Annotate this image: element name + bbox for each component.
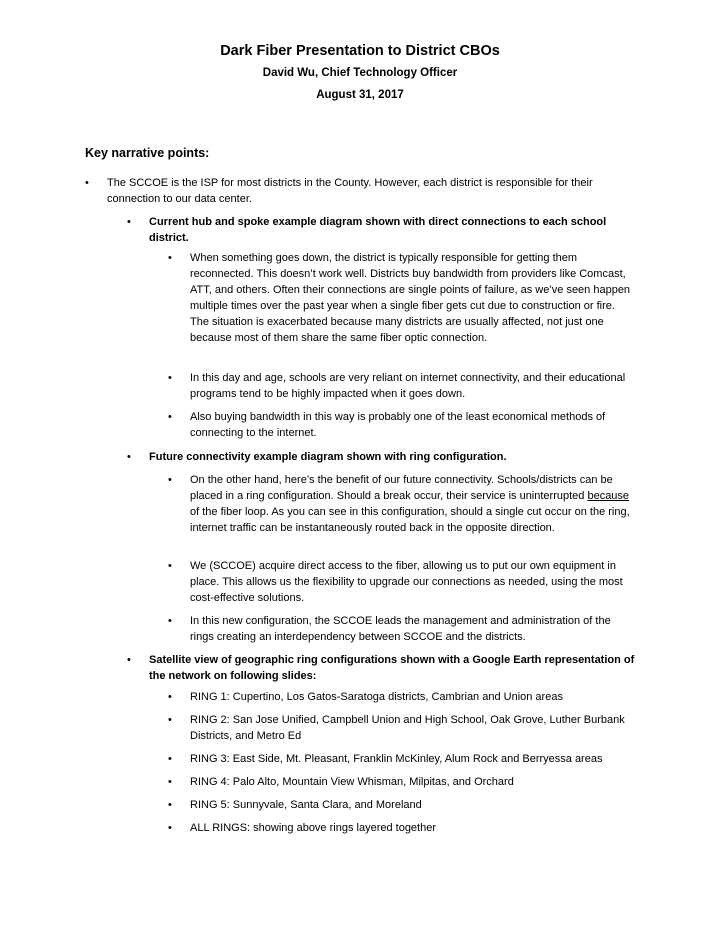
bullet-icon: • (168, 691, 172, 703)
section-1 (127, 214, 627, 246)
bullet-icon: • (127, 216, 131, 228)
all-rings: ALL RINGS: showing above rings layered together (190, 822, 437, 834)
list-item (168, 751, 634, 767)
section-2-title: Future connectivity example diagram shown with ring configuration. (149, 451, 507, 463)
list-item (168, 820, 634, 836)
list-item (168, 797, 634, 813)
section-2-point-1: On the other hand, here’s the benefit of our future connectivity. Schools/districts can be placed in a ring configuration. Should a break occur, their service is uninterrupted because of the fiber loop. As you can see in this configuration, should a single cut occur on the ring, internet traffic can be instantaneously routed back in the opposite direction. (190, 474, 630, 534)
section-2-point-3: In this new configuration, the SCCOE leads the management and administration of the rings creating an interdependency between SCCOE and the districts. (190, 615, 611, 643)
section-2-point-2: We (SCCOE) acquire direct access to the fiber, allowing us to put our own equipment in place. This allows us the flexibility to upgrade our connections as needed, using the most cost-effective solutions. (190, 560, 623, 604)
bullet-icon: • (168, 560, 172, 572)
list-item (168, 712, 634, 744)
document-author: David Wu, Chief Technology Officer (262, 67, 458, 79)
list-item (168, 689, 634, 705)
bullet-icon: • (168, 372, 172, 384)
ring-3: RING 3: East Side, Mt. Pleasant, Franklin McKinley, Alum Rock and Berryessa areas (190, 753, 603, 765)
bullet-icon: • (168, 776, 172, 788)
bullet-icon: • (168, 753, 172, 765)
list-item (168, 558, 634, 606)
bullet-icon: • (168, 252, 172, 264)
list-item (168, 250, 634, 346)
list-item (168, 370, 634, 402)
section-1-point-2: In this day and age, schools are very reliant on internet connectivity, and their educational programs tend to be highly impacted when it goes down. (190, 372, 626, 400)
section-3-title: Satellite view of geographic ring configurations shown with a Google Earth representation of the network on following slides: (149, 654, 635, 682)
list-item (168, 774, 634, 790)
top-level-list (85, 175, 645, 207)
bullet-icon: • (168, 615, 172, 627)
ring-1: RING 1: Cupertino, Los Gatos-Saratoga districts, Cambrian and Union areas (190, 691, 563, 703)
list-item (168, 409, 634, 441)
list-item (85, 175, 645, 207)
document-title: Dark Fiber Presentation to District CBOs (220, 43, 500, 59)
bullet-icon: • (127, 451, 131, 463)
top-point-text: The SCCOE is the ISP for most districts in the County. However, each district is responsible for their connection to our data center. (107, 177, 593, 205)
bullet-icon: • (127, 654, 131, 666)
list-item (168, 613, 634, 645)
section-3 (127, 652, 647, 684)
ring-4: RING 4: Palo Alto, Mountain View Whisman, Milpitas, and Orchard (190, 776, 514, 788)
underlined-word: because (587, 490, 630, 502)
document-date: August 31, 2017 (316, 89, 404, 101)
bullet-icon: • (168, 799, 172, 811)
ring-5: RING 5: Sunnyvale, Santa Clara, and Moreland (190, 799, 422, 811)
bullet-icon: • (168, 822, 172, 834)
bullet-icon: • (168, 714, 172, 726)
section-1-point-1: When something goes down, the district is typically responsible for getting them reconnected. This doesn’t work well. Districts buy bandwidth from providers like Comcast, ATT, and others. Often their connections are single points of failure, as we’ve seen happen multiple times over the past year when a single fiber gets cut due to construction or fire. The situation is exacerbated because many districts are usually affected, not just one because most of them share the same fiber optic connection. (190, 252, 631, 344)
section-1-title: Current hub and spoke example diagram shown with direct connections to each school district. (149, 216, 607, 244)
bullet-icon: • (168, 474, 172, 486)
section-heading: Key narrative points: (85, 146, 210, 160)
ring-2: RING 2: San Jose Unified, Campbell Union and High School, Oak Grove, Luther Burbank Districts, and Metro Ed (190, 714, 625, 742)
bullet-icon: • (168, 411, 172, 423)
bullet-icon: • (85, 177, 89, 189)
list-item (168, 472, 634, 536)
section-1-point-3: Also buying bandwidth in this way is probably one of the least economical methods of connecting to the internet. (190, 411, 606, 439)
section-2 (127, 449, 627, 465)
